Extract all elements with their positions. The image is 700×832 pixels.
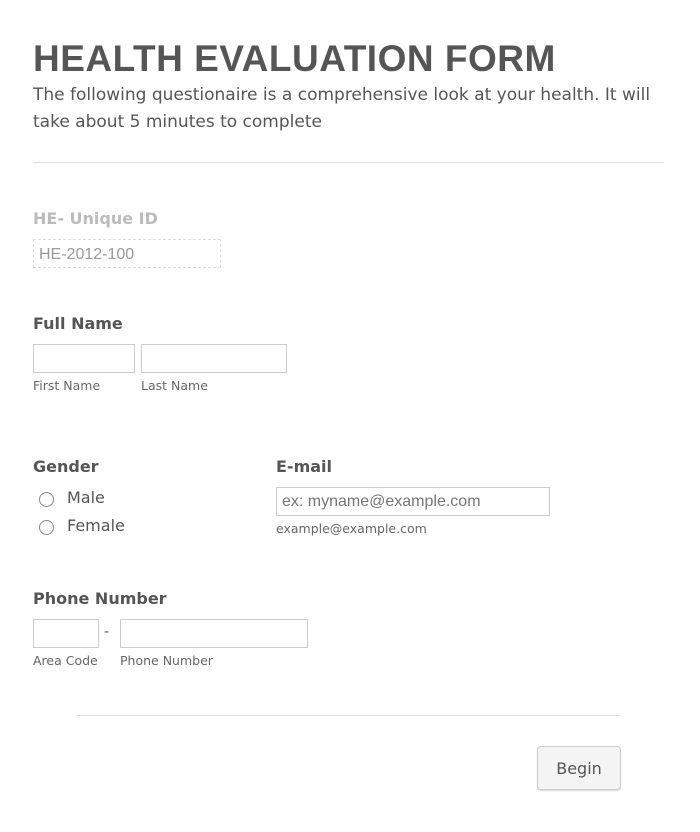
email-sublabel: example@example.com — [276, 521, 427, 536]
email-label: E-mail — [276, 457, 333, 476]
radio-male[interactable] — [39, 492, 54, 507]
full-name-label: Full Name — [33, 314, 123, 333]
option-male-label[interactable]: Male — [67, 488, 105, 507]
first-name-sublabel: First Name — [33, 378, 101, 393]
divider — [77, 715, 621, 716]
phone-label: Phone Number — [33, 589, 167, 608]
option-female-label[interactable]: Female — [67, 516, 125, 535]
phone-number-sublabel: Phone Number — [120, 653, 213, 668]
begin-button[interactable]: Begin — [537, 746, 621, 790]
form-description: The following questionaire is a comprehensive look at your health. It will take about 5 minutes to complete — [33, 85, 651, 132]
divider — [33, 162, 664, 163]
radio-female[interactable] — [39, 520, 54, 535]
gender-label: Gender — [33, 457, 99, 476]
area-code-sublabel: Area Code — [33, 653, 98, 668]
area-code-input[interactable] — [33, 619, 99, 648]
last-name-input[interactable] — [141, 344, 287, 373]
unique-id-label: HE- Unique ID — [33, 209, 158, 228]
page-title: HEALTH EVALUATION FORM — [33, 38, 556, 79]
phone-separator: - — [104, 624, 110, 640]
email-input[interactable] — [276, 487, 550, 516]
phone-number-input[interactable] — [120, 619, 308, 648]
first-name-input[interactable] — [33, 344, 135, 373]
unique-id-field: HE-2012-100 — [33, 239, 221, 268]
last-name-sublabel: Last Name — [141, 378, 208, 393]
